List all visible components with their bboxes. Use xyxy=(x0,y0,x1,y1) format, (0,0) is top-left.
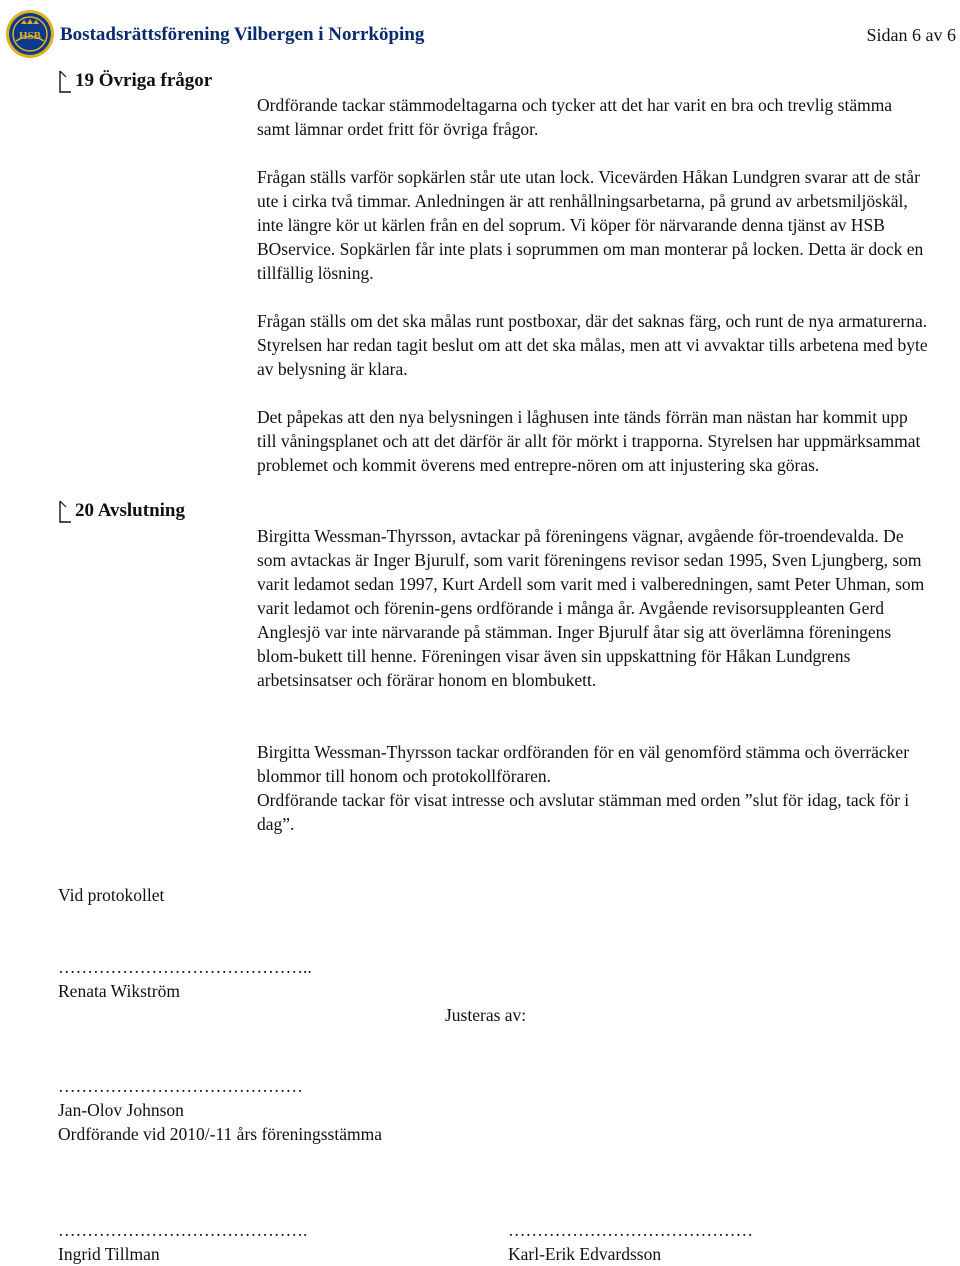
signature-line: …………………………………… xyxy=(508,1220,753,1240)
section-heading-19-label: 19 Övriga frågor xyxy=(75,70,213,91)
hsb-logo xyxy=(4,8,56,60)
signature-line: …………………………………… xyxy=(58,1076,303,1096)
section-heading-20-label: 20 Avslutning xyxy=(75,500,185,521)
paragraph-belysning: Det påpekas att den nya belysningen i låghusen inte tänds förrän man nästan har kommit upp till våningsplanet och att det därför är allt för mörkt i trapporna. Styrelsen har uppmärksammat problemet och kommit överens med entrepre-nören om att injustering ska göras. xyxy=(257,407,921,475)
logo-text: HSB xyxy=(18,30,42,42)
paragraph-avslut: Ordförande tackar för visat intresse och avslutar stämman med orden ”slut för idag, tack för i dag”. xyxy=(257,790,910,834)
signature-name: Jan-Olov Johnson xyxy=(58,1100,184,1120)
signature-line: ……………………………………. xyxy=(58,1220,308,1240)
paragraph-tack: Birgitta Wessman-Thyrsson tackar ordföranden för en väl genomförd stämma och överräcker blommor till honom och protokollföraren. xyxy=(257,742,910,786)
document-title: Bostadsrättsförening Vilbergen i Norrköping xyxy=(60,24,425,45)
paragraph-opening: Ordförande tackar stämmodeltagarna och tycker att det har varit en bra och trevlig stämma samt lämnar ordet fritt för övriga frågor. xyxy=(257,95,893,139)
paragraph-sopkarl: Frågan ställs varför sopkärlen står ute utan lock. Vicevärden Håkan Lundgren svarar att de står ute i cirka två timmar. Anledningen är att renhållningsarbetarna, på grund av arbetsmiljöskäl, inte längre kör ut kärlen från en del soprum. Vi köper för närvarande denna tjänst av HSB BOservice. Sopkärlen får inte plats i soprummen om man monterar på locken. Detta är dock en tillfällig lösning. xyxy=(257,167,924,283)
justeras-label: Justeras av: xyxy=(445,1005,527,1025)
signature-line: …………………………………….. xyxy=(58,957,312,977)
section-marker-icon xyxy=(58,70,72,96)
page-number: Sidan 6 av 6 xyxy=(866,25,956,45)
section-heading-20 xyxy=(58,500,185,526)
vid-protokollet-label: Vid protokollet xyxy=(58,885,165,905)
signature-name: Renata Wikström xyxy=(58,981,180,1001)
signature-name: Karl-Erik Edvardsson xyxy=(508,1244,662,1264)
paragraph-avtackning: Birgitta Wessman-Thyrsson, avtackar på föreningens vägnar, avgående för-troendevalda. De som avtackas är Inger Bjurulf, som varit föreningens revisor sedan 1995, Sven Ljungberg, som varit ledamot sedan 1997, Kurt Ardell som varit med i valberedningen, samt Peter Uhman, som varit ledamot och förenin-gens ordförande i många år. Avgående revisorsuppleanten Gerd Anglesjö var inte närvarande på stämman. Inger Bjurulf åtar sig att överlämna föreningens blom-bukett till henne. Föreningen visar även sin uppskattning för Håkan Lundgrens arbetsinsatser och förärar honom en blombukett. xyxy=(257,526,925,690)
signature-name: Ingrid Tillman xyxy=(58,1244,160,1264)
paragraph-malning: Frågan ställs om det ska målas runt postboxar, där det saknas färg, och runt de nya armaturerna. Styrelsen har redan tagit beslut om att det ska målas, men att vi avvaktar tills arbetena med byte av belysning är klara. xyxy=(257,311,928,379)
section-heading-19 xyxy=(58,70,212,96)
signature-role: Ordförande vid 2010/-11 års föreningsstämma xyxy=(58,1124,382,1144)
section-marker-icon xyxy=(58,500,72,526)
